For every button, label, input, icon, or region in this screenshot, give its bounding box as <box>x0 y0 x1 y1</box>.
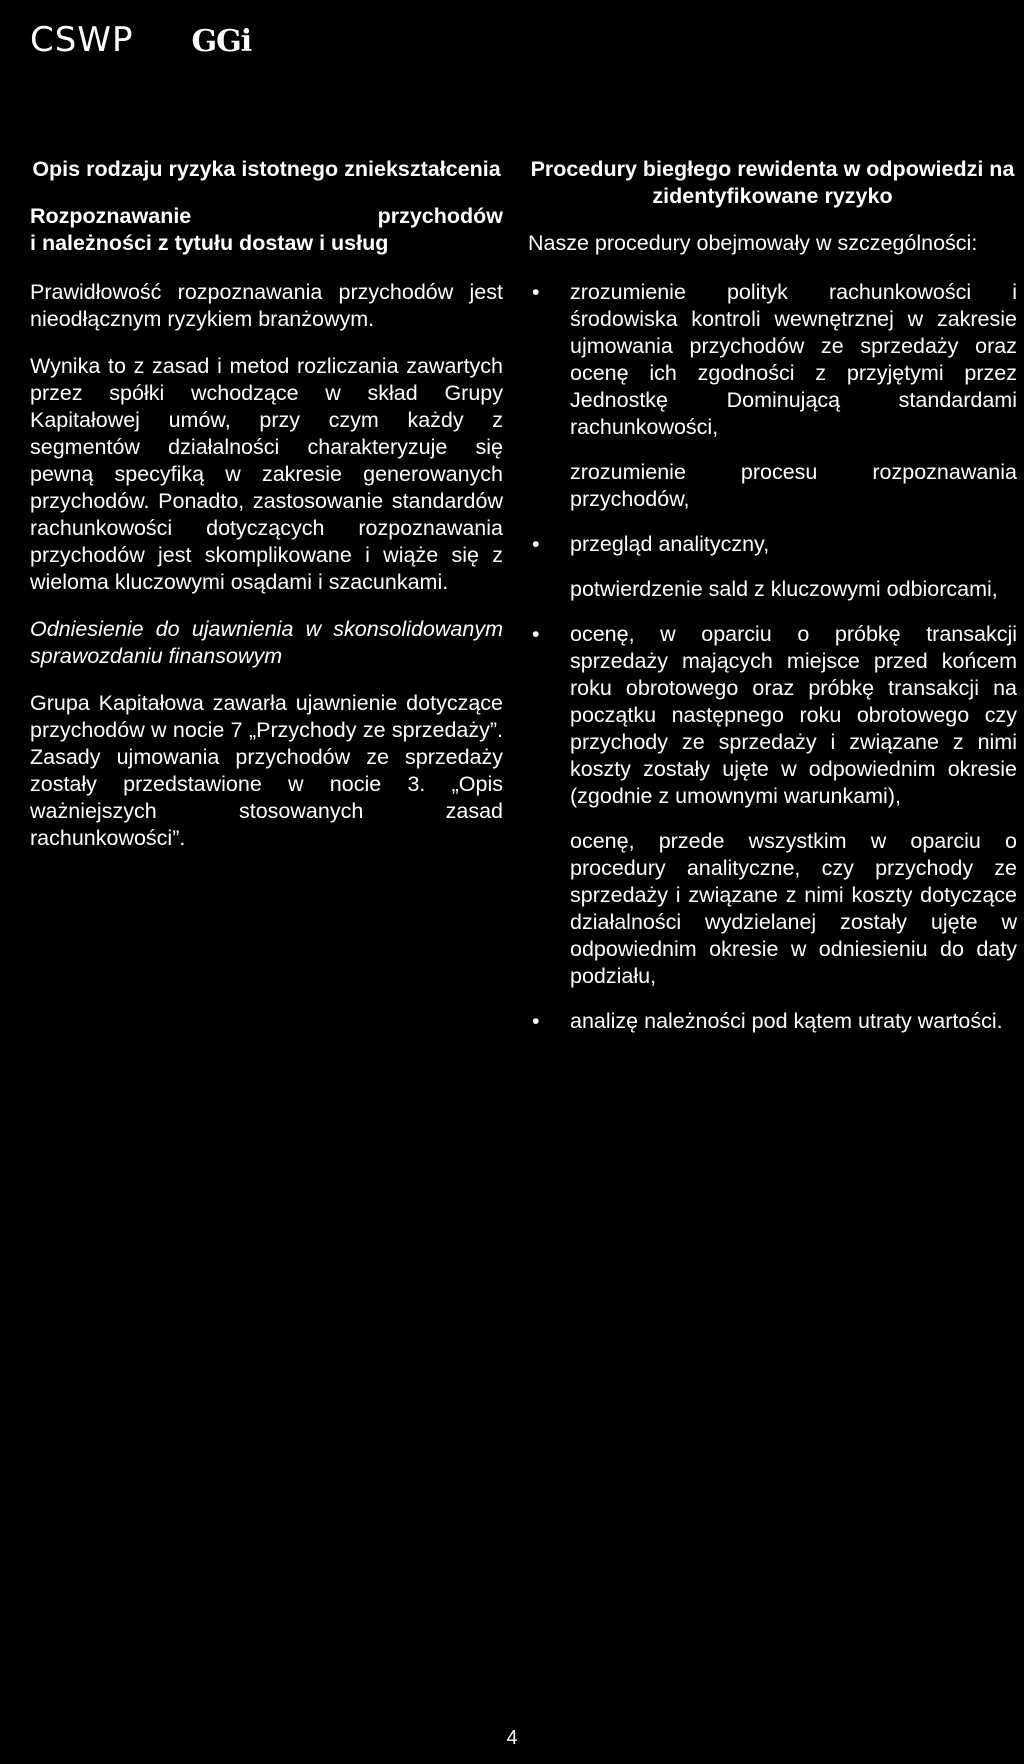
list-item <box>528 621 1017 810</box>
bullet-marker: • <box>532 532 540 556</box>
disclosure-reference-heading: Odniesienie do ujawnienia w skonsolidowanym sprawozdaniu finansowym <box>30 617 503 668</box>
list-item-text: potwierdzenie sald z kluczowymi odbiorcami, <box>570 577 998 601</box>
risk-description-column <box>30 156 503 872</box>
procedures-list <box>528 279 1017 1035</box>
bullet-marker: • <box>532 622 540 646</box>
list-item <box>528 279 1017 441</box>
list-item-text: ocenę, w oparciu o próbkę transakcji sprzedaży mających miejsce przed końcem roku obrotowego oraz próbkę transakcji na początku następnego roku obrotowego czy przychody ze sprzedaży i związane z nimi koszty zostały ujęte w odpowiednim okresie (zgodnie z umownymi warunkami), <box>570 622 1017 808</box>
right-column-title: Procedury biegłego rewidenta w odpowiedzi na zidentyfikowane ryzyko <box>530 157 1015 208</box>
list-item-text: zrozumienie polityk rachunkowości i środowiska kontroli wewnętrznej w zakresie ujmowania przychodów ze sprzedaży oraz ocenę ich zgodności z przyjętymi przez Jednostkę Dominującą standardami rachunkowości, <box>570 280 1017 439</box>
bullet-marker: • <box>532 1009 540 1033</box>
disclosure-paragraph: Grupa Kapitałowa zawarła ujawnienie dotyczące przychodów w nocie 7 „Przychody ze sprzedaży”. Zasady ujmowania przychodów ze sprzedaży zostały przedstawione w nocie 3. „Opis ważniejszych stosowanych zasad rachunkowości”. <box>30 691 503 850</box>
left-column-title: Opis rodzaju ryzyka istotnego zniekształcenia <box>32 157 501 181</box>
auditor-procedures-column <box>528 156 1017 1053</box>
risk-paragraph-1: Prawidłowość rozpoznawania przychodów jest nieodłącznym ryzykiem branżowym. <box>30 280 503 331</box>
list-item-text: ocenę, przede wszystkim w oparciu o procedury analityczne, czy przychody ze sprzedaży i związane z nimi koszty dotyczące działalności wydzielanej zostały ujęte w odpowiednim okresie w odniesieniu do daty podziału, <box>570 829 1017 988</box>
risk-subtitle-line1: Rozpoznawanie przychodów <box>30 204 503 228</box>
page-number: 4 <box>506 1727 518 1749</box>
risk-subtitle-line2: i należności z tytułu dostaw i usług <box>30 231 389 255</box>
cswp-logo: CSWP <box>30 20 134 60</box>
page-header <box>30 18 251 58</box>
list-item-text: przegląd analityczny, <box>570 532 770 556</box>
procedures-intro: Nasze procedury obejmowały w szczególności: <box>528 231 978 255</box>
list-item-text: zrozumienie procesu rozpoznawania przychodów, <box>570 460 1017 511</box>
list-item <box>528 1008 1017 1035</box>
list-item <box>528 828 1017 990</box>
bullet-marker: • <box>532 280 540 304</box>
risk-subtitle <box>30 203 503 257</box>
ggi-logo: GGi <box>191 24 252 59</box>
list-item <box>528 531 1017 558</box>
list-item <box>528 459 1017 513</box>
list-item-text: analizę należności pod kątem utraty wartości. <box>570 1009 1003 1033</box>
list-item <box>528 576 1017 603</box>
risk-paragraph-2: Wynika to z zasad i metod rozliczania zawartych przez spółki wchodzące w skład Grupy Kapitałowej umów, przy czym każdy z segmentów działalności charakteryzuje się pewną specyfiką w zakresie generowanych przychodów. Ponadto, zastosowanie standardów rachunkowości dotyczących rozpoznawania przychodów jest skomplikowane i wiąże się z wieloma kluczowymi osądami i szacunkami. <box>30 354 503 594</box>
